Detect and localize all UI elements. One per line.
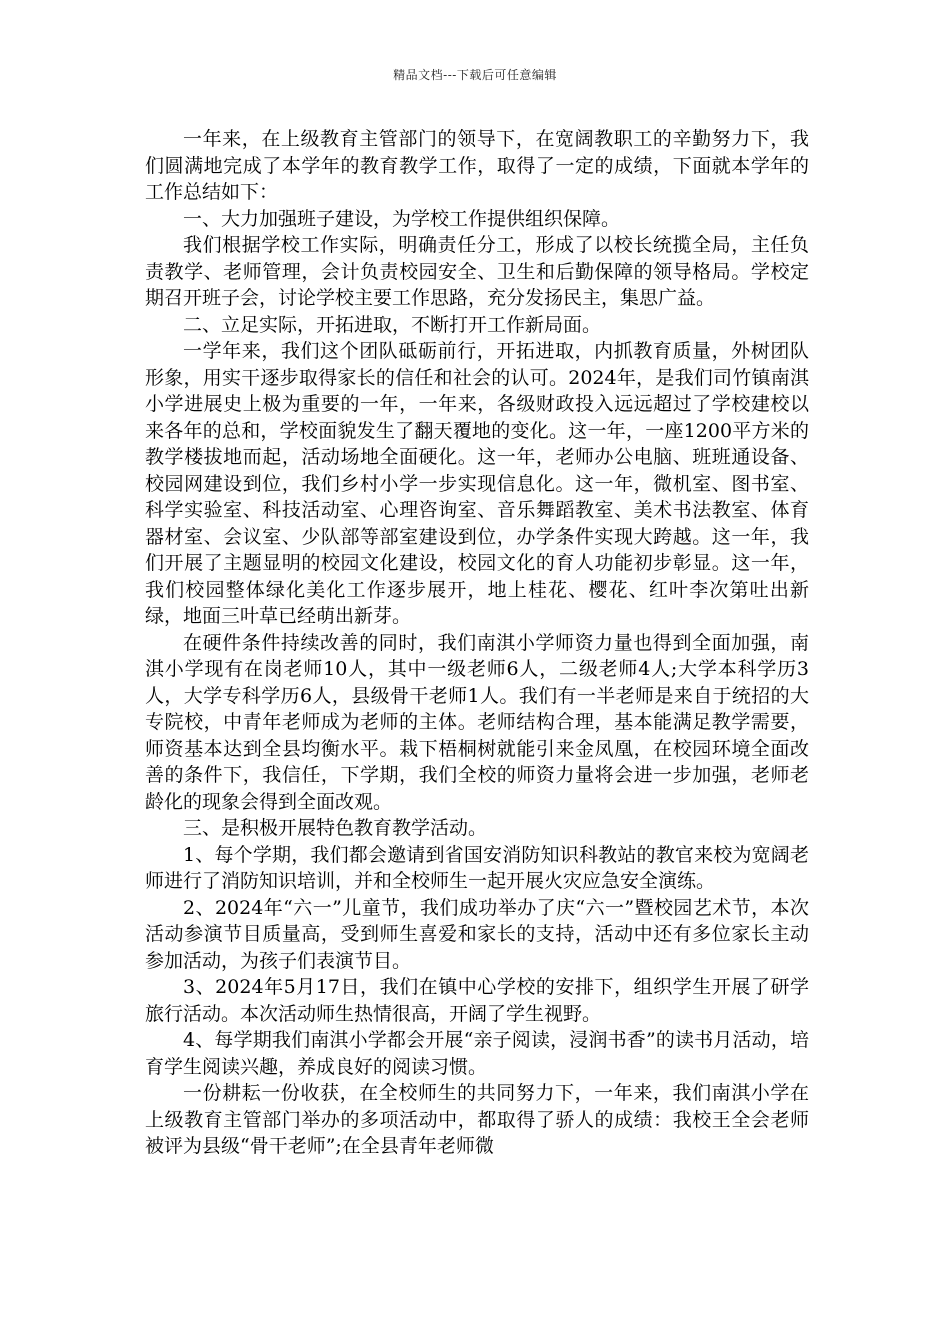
- document-body: [145, 126, 809, 1160]
- section-heading-3: 三、是积极开展特色教育教学活动。: [183, 817, 488, 839]
- section-heading-2: 二、立足实际，开拓进取，不断打开工作新局面。: [183, 313, 602, 336]
- paragraph-activity-4: 4、每学期我们南淇小学都会开展“亲子阅读，浸润书香”的读书月活动，培育学生阅读兴趣，养成良好的阅读习惯。: [145, 1029, 809, 1078]
- page-header: 精品文档---下载后可任意编辑: [393, 68, 557, 82]
- paragraph-achievements: 一份耕耘一份收获，在全校师生的共同努力下，一年来，我们南淇小学在上级教育主管部门举办的多项活动中，都取得了骄人的成绩：我校王全会老师被评为县级“骨干老师”;在全县青年老师微: [145, 1082, 809, 1157]
- paragraph-activity-3: 3、2024年5月17日，我们在镇中心学校的安排下，组织学生开展了研学旅行活动。本次活动师生热情很高，开阔了学生视野。: [145, 976, 809, 1025]
- paragraph-intro: 一年来，在上级教育主管部门的领导下，在宽阔教职工的辛勤努力下，我们圆满地完成了本学年的教育教学工作，取得了一定的成绩，下面就本学年的工作总结如下：: [145, 128, 809, 203]
- paragraph-leadership: 我们根据学校工作实际，明确责任分工，形成了以校长统揽全局，主任负责教学、老师管理，会计负责校园安全、卫生和后勤保障的领导格局。学校定期召开班子会，讨论学校主要工作思路，充分发扬民主，集思广益。: [145, 234, 809, 309]
- paragraph-activity-1: 1、每个学期，我们都会邀请到省国安消防知识科教站的教官来校为宽阔老师进行了消防知识培训，并和全校师生一起开展火灾应急安全演练。: [145, 843, 809, 892]
- paragraph-activity-2: 2、2024年“六一”儿童节，我们成功举办了庆“六一”暨校园艺术节，本次活动参演节目质量高，受到师生喜爱和家长的支持，活动中还有多位家长主动参加活动，为孩子们表演节目。: [145, 896, 809, 972]
- paragraph-development: 一学年来，我们这个团队砥砺前行，开拓进取，内抓教育质量，外树团队形象，用实干逐步取得家长的信任和社会的认可。2024年，是我们司竹镇南淇小学进展史上极为重要的一年，一年来，各级财政投入远远超过了学校建校以来各年的总和，学校面貌发生了翻天覆地的变化。这一年，一座1200平方米的教学楼拔地而起，活动场地全面硬化。这一年，老师办公电脑、班班通设备、校园网建设到位，我们乡村小学一步实现信息化。这一年，微机室、图书室、科学实验室、科技活动室、心理咨询室、音乐舞蹈教室、美术书法教室、体育器材室、会议室、少队部等部室建设到位，办学条件实现大跨越。这一年，我们开展了主题显明的校园文化建设，校园文化的育人功能初步彰显。这一年，我们校园整体绿化美化工作逐步展开，地上桂花、樱花、红叶李次第吐出新绿，地面三叶草已经萌出新芽。: [145, 340, 809, 627]
- section-heading-1: 一、大力加强班子建设，为学校工作提供组织保障。: [183, 207, 621, 230]
- paragraph-teachers: 在硬件条件持续改善的同时，我们南淇小学师资力量也得到全面加强，南淇小学现有在岗老师10人，其中一级老师6人，二级老师4人;大学本科学历3人，大学专科学历6人，县级骨干老师1人。我们有一半老师是来自于统招的大专院校，中青年老师成为老师的主体。老师结构合理，基本能满足教学需要，师资基本达到全县均衡水平。栽下梧桐树就能引来金凤凰，在校园环境全面改善的条件下，我信任，下学期，我们全校的师资力量将会进一步加强，老师老龄化的现象会得到全面改观。: [145, 631, 809, 813]
